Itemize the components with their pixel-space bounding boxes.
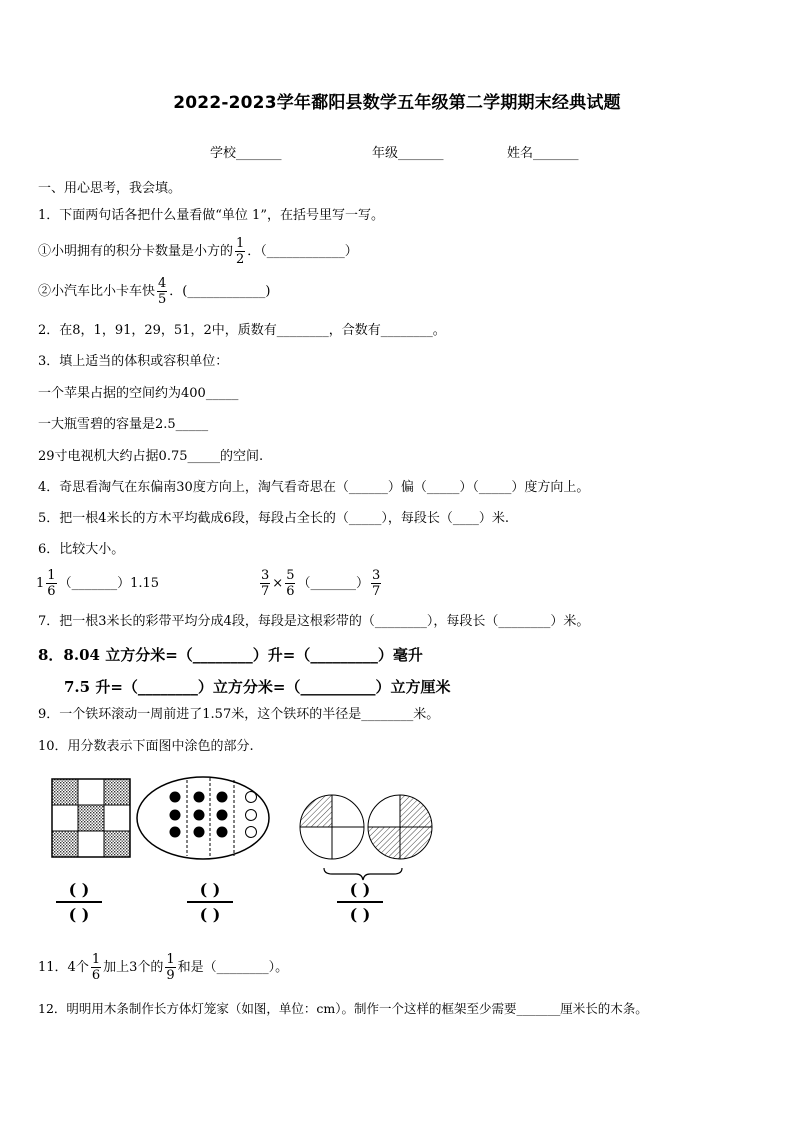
compare-a — [36, 568, 159, 599]
question-3-line-1: 一个苹果占据的空间约为400_____ — [38, 386, 239, 401]
question-3-stem: 3．填上适当的体积或容积单位： — [38, 354, 229, 369]
grade-field: 年级_______ — [372, 146, 444, 161]
compare-a-rest: （_______）1.15 — [58, 576, 160, 591]
question-7: 7．把一根3米长的彩带平均分成4段，每段是这根彩带的（________），每段长（________）米。 — [38, 614, 590, 629]
question-5: 5．把一根4米长的方木平均截成6段，每段占全长的（_____），每段长（____）米. — [38, 511, 509, 526]
numerator: 4 — [158, 276, 167, 291]
question-1a — [38, 236, 358, 267]
section-heading: 一、用心思考，我会填。 — [38, 181, 182, 196]
numerator: 3 — [371, 568, 381, 583]
denominator: 6 — [91, 968, 101, 983]
quartered-circles — [300, 795, 432, 859]
numerator: 1 — [236, 236, 245, 251]
question-3-line-3: 29寸电视机大约占据0.75_____的空间. — [38, 449, 264, 464]
school-field: 学校_______ — [210, 146, 282, 161]
denominator: 6 — [47, 584, 56, 599]
denominator-blank: ( ) — [187, 901, 233, 927]
denominator-blank: ( ) — [56, 901, 102, 927]
whole-number: 1 — [36, 576, 45, 591]
question-9: 9．一个铁环滚动一周前进了1.57米，这个铁环的半径是________米。 — [38, 707, 440, 722]
dot-ellipse — [137, 777, 269, 859]
question-2: 2．在8，1，91，29，51，2中，质数有________，合数有________。 — [38, 323, 446, 338]
page-title: 2022-2023学年鄱阳县数学五年级第二学期期末经典试题 — [173, 93, 621, 113]
question-12: 12．明明用木条制作长方体灯笼家（如图，单位：cm）。制作一个这样的框架至少需要_______厘米长的木条。 — [38, 1001, 648, 1016]
fraction — [235, 236, 245, 267]
numerator: 5 — [286, 568, 295, 583]
fraction — [46, 568, 56, 599]
question-1-stem: 1．下面两句话各把什么量看做“单位 1”，在括号里写一写。 — [38, 208, 384, 223]
fraction — [91, 952, 101, 983]
fraction — [371, 568, 381, 599]
question-11-text: 加上3个的 — [103, 960, 164, 975]
fraction — [260, 568, 270, 599]
shaded-figures — [0, 770, 794, 870]
question-11 — [38, 952, 288, 983]
fraction — [285, 568, 295, 599]
question-4: 4．奇思看淘气在东偏南30度方向上，淘气看奇思在（______）偏（_____）（_____）度方向上。 — [38, 480, 590, 495]
answer-blank: 和是（________）。 — [177, 960, 289, 975]
question-1a-text: ①小明拥有的积分卡数量是小方的 — [38, 244, 234, 259]
answer-fraction-1 — [56, 879, 102, 927]
question-8-line-1: 8．8.04 立方分米=（________）升=（_________）毫升 — [38, 646, 423, 664]
denominator: 9 — [166, 968, 175, 983]
answer-blank: ．(____________) — [169, 284, 271, 299]
denominator-blank: ( ) — [337, 901, 383, 927]
denominator: 5 — [158, 292, 167, 307]
question-6-stem: 6．比较大小。 — [38, 542, 125, 557]
answer-fraction-3 — [337, 879, 383, 927]
question-10-stem: 10．用分数表示下面图中涂色的部分. — [38, 739, 254, 754]
numerator-blank: ( ) — [199, 880, 221, 899]
denominator: 7 — [261, 584, 270, 599]
compare-b-blank: （_______） — [297, 576, 369, 591]
compare-b — [258, 568, 383, 599]
answer-fraction-2 — [187, 879, 233, 927]
numerator-blank: ( ) — [349, 880, 371, 899]
numerator: 1 — [91, 952, 101, 967]
denominator: 6 — [286, 584, 295, 599]
fraction — [157, 276, 167, 307]
name-field: 姓名_______ — [507, 146, 579, 161]
question-11-text: 11．4个 — [38, 960, 89, 975]
numerator: 1 — [166, 952, 175, 967]
grid-square — [52, 779, 130, 857]
question-1b-text: ②小汽车比小卡车快 — [38, 284, 156, 299]
times-sign: × — [272, 576, 284, 591]
fraction — [165, 952, 175, 983]
denominator: 2 — [236, 252, 245, 267]
numerator-blank: ( ) — [68, 880, 90, 899]
question-3-line-2: 一大瓶雪碧的容量是2.5_____ — [38, 417, 209, 432]
denominator: 7 — [371, 584, 381, 599]
answer-blank: ．（____________） — [247, 244, 358, 259]
numerator: 1 — [47, 568, 56, 583]
question-8-line-2: 7.5 升=（________）立方分米=（__________）立方厘米 — [64, 678, 451, 696]
question-1b — [38, 276, 270, 307]
numerator: 3 — [261, 568, 270, 583]
